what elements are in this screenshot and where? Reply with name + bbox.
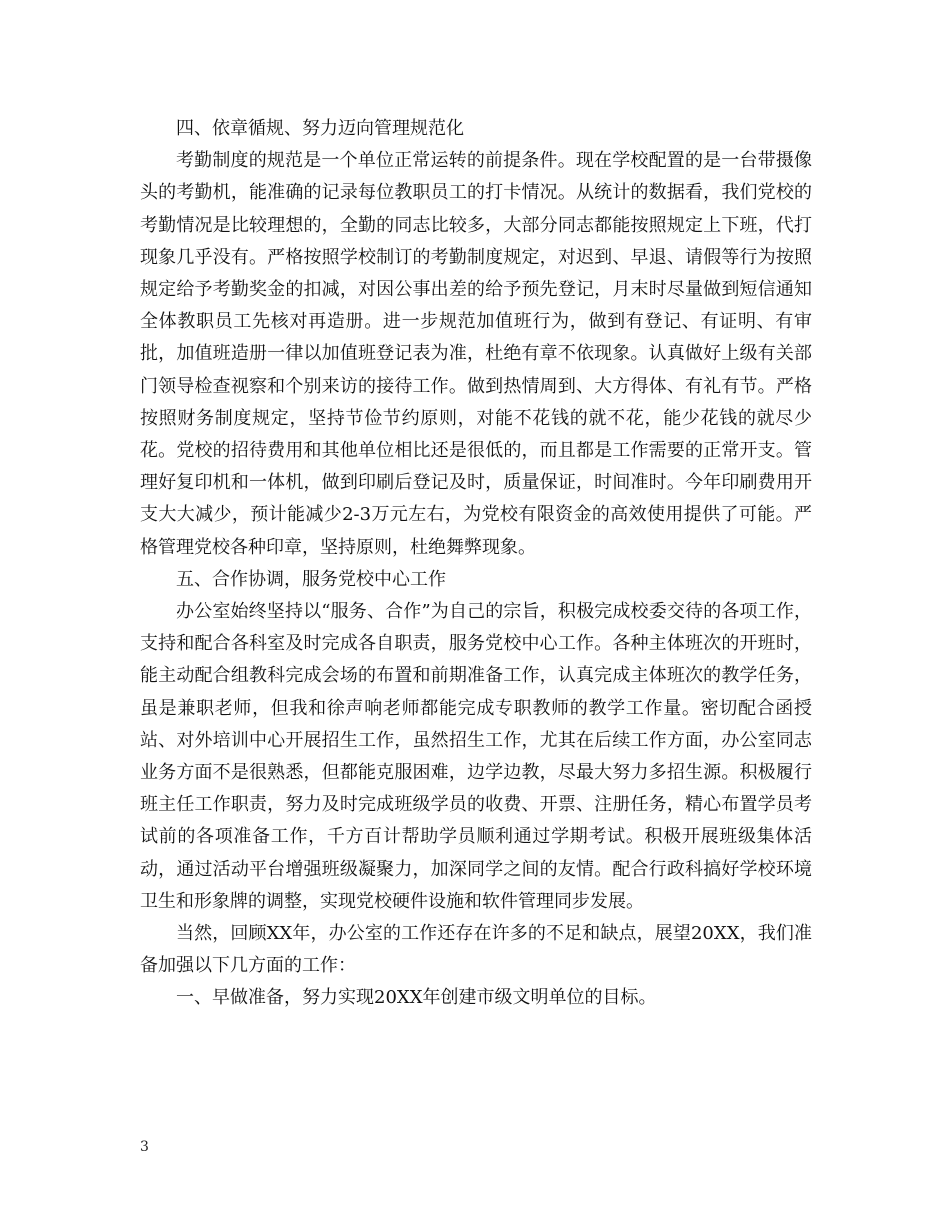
paragraph-cooperation: 办公室始终坚持以“服务、合作”为自己的宗旨，积极完成校委交待的各项工作，支持和配合各科室及时完成各自职责，服务党校中心工作。各种主体班次的开班时，能主动配合组教科完成会场的布置和前期准备工作，认真完成主体班次的教学任务，虽是兼职老师，但我和徐声响老师都能完成专职教师的教学工作量。密切配合函授站、对外培训中心开展招生工作，虽然招生工作，尤其在后续工作方面，办公室同志业务方面不是很熟悉，但都能克服困难，边学边教，尽最大努力多招生源。积极履行班主任工作职责，努力及时完成班级学员的收费、开票、注册任务，精心布置学员考试前的各项准备工作，千方百计帮助学员顺利通过学期考试。积极开展班级集体活动，通过活动平台增强班级凝聚力，加深同学之间的友情。配合行政科搞好学校环境卫生和形象牌的调整，实现党校硬件设施和软件管理同步发展。	[140, 601, 812, 912]
document-body	[140, 113, 812, 1015]
section-heading-five: 五、合作协调，服务党校中心工作	[176, 568, 446, 590]
section-heading-four: 四、依章循规、努力迈向管理规范化	[176, 118, 464, 139]
page-number: 3	[140, 1139, 149, 1155]
paragraph-attendance: 考勤制度的规范是一个单位正常运转的前提条件。现在学校配置的是一台带摄像头的考勤机，能准确的记录每位教职员工的打卡情况。从统计的数据看，我们党校的考勤情况是比较理想的，全勤的同志比较多，大部分同志都能按照规定上下班，代打现象几乎没有。严格按照学校制订的考勤制度规定，对迟到、早退、请假等行为按照规定给予考勤奖金的扣减，对因公事出差的给予预先登记，月末时尽量做到短信通知全体教职员工先核对再造册。进一步规范加值班行为，做到有登记、有证明、有审批，加值班造册一律以加值班登记表为准，杜绝有章不依现象。认真做好上级有关部门领导检查视察和个别来访的接待工作。做到热情周到、大方得体、有礼有节。严格按照财务制度规定，坚持节俭节约原则，对能不花钱的就不花，能少花钱的就尽少花。党校的招待费用和其他单位相比还是很低的，而且都是工作需要的正常开支。管理好复印机和一体机，做到印刷后登记及时，质量保证，时间准时。今年印刷费用开支大大减少，预计能减少2-3万元左右，为党校有限资金的高效使用提供了可能。严格管理党校各种印章，坚持原则，杜绝舞弊现象。	[140, 150, 812, 558]
section-heading-one: 一、早做准备，努力实现20XX年创建市级文明单位的目标。	[176, 987, 657, 1009]
paragraph-outlook: 当然，回顾XX年，办公室的工作还存在许多的不足和缺点，展望20XX，我们准备加强以下几方面的工作：	[140, 923, 812, 977]
